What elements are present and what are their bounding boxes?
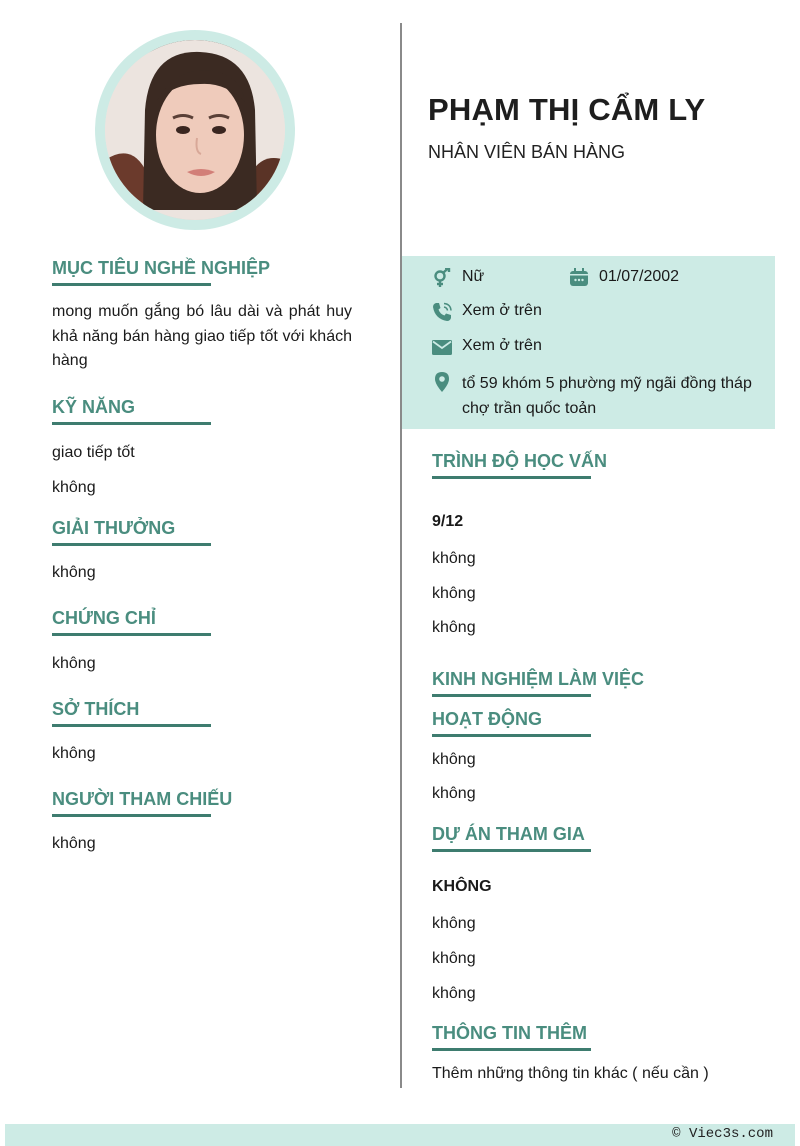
phone-row — [432, 302, 542, 322]
project-item: không — [432, 950, 476, 967]
activity-item: không — [432, 785, 476, 802]
column-divider — [400, 23, 402, 1088]
objective-section — [52, 258, 352, 290]
project-item: không — [432, 915, 476, 932]
awards-section — [52, 518, 352, 550]
calendar-icon — [569, 268, 589, 288]
section-title: GIẢI THƯỞNG — [52, 518, 352, 550]
footer-bar — [5, 1124, 795, 1146]
projects-section — [432, 824, 772, 856]
activities-section — [432, 709, 772, 741]
education-item: không — [432, 550, 476, 567]
section-title: MỤC TIÊU NGHỀ NGHIỆP — [52, 258, 352, 290]
reference-item: không — [52, 835, 96, 852]
contact-panel — [402, 256, 775, 429]
birthdate-value: 01/07/2002 — [599, 268, 680, 285]
education-item: không — [432, 619, 476, 636]
activity-item: không — [432, 751, 476, 768]
project-heading: KHÔNG — [432, 878, 492, 895]
experience-section — [432, 669, 772, 701]
hobby-item: không — [52, 745, 96, 762]
section-title: SỞ THÍCH — [52, 699, 352, 731]
address-row — [432, 371, 752, 421]
email-value: Xem ở trên — [462, 337, 542, 354]
avatar — [105, 40, 285, 220]
education-item: không — [432, 585, 476, 602]
certificate-item: không — [52, 655, 96, 672]
additional-info-section — [432, 1023, 772, 1055]
section-title: DỰ ÁN THAM GIA — [432, 824, 772, 856]
section-title: TRÌNH ĐỘ HỌC VẤN — [432, 451, 772, 483]
skill-item: không — [52, 479, 96, 496]
copyright-link[interactable]: © Viec3s.com — [672, 1126, 773, 1142]
location-icon — [432, 372, 452, 392]
address-value: tổ 59 khóm 5 phường mỹ ngãi đồng tháp chợ trần quốc toản — [462, 375, 752, 417]
education-section — [432, 451, 772, 483]
portrait-illustration — [105, 40, 285, 220]
phone-icon — [432, 302, 452, 322]
phone-value: Xem ở trên — [462, 302, 542, 319]
certificates-section — [52, 608, 352, 640]
objective-text: mong muốn gắng bó lâu dài và phát huy khả năng bán hàng giao tiếp tốt với khách hàng — [52, 303, 352, 369]
skill-item: giao tiếp tốt — [52, 444, 135, 461]
gender-value: Nữ — [462, 268, 485, 285]
candidate-name: PHẠM THỊ CẨM LY — [428, 92, 706, 127]
award-item: không — [52, 564, 96, 581]
section-title: THÔNG TIN THÊM — [432, 1023, 772, 1055]
section-title: KỸ NĂNG — [52, 397, 352, 429]
section-title: CHỨNG CHỈ — [52, 608, 352, 640]
section-title: KINH NGHIỆM LÀM VIỆC — [432, 669, 772, 701]
gender-icon — [432, 268, 452, 288]
education-heading: 9/12 — [432, 513, 464, 530]
project-item: không — [432, 985, 476, 1002]
email-icon — [432, 337, 452, 357]
job-title: NHÂN VIÊN BÁN HÀNG — [428, 142, 626, 162]
section-title: HOẠT ĐỘNG — [432, 709, 772, 741]
section-title: NGƯỜI THAM CHIẾU — [52, 789, 352, 821]
avatar-frame — [95, 30, 295, 230]
birthdate-row — [569, 268, 679, 288]
references-section — [52, 789, 352, 821]
email-row — [432, 337, 542, 357]
hobbies-section — [52, 699, 352, 731]
additional-info-text: Thêm những thông tin khác ( nếu cần ) — [432, 1065, 709, 1082]
skills-section — [52, 397, 352, 429]
gender-row — [432, 268, 484, 288]
